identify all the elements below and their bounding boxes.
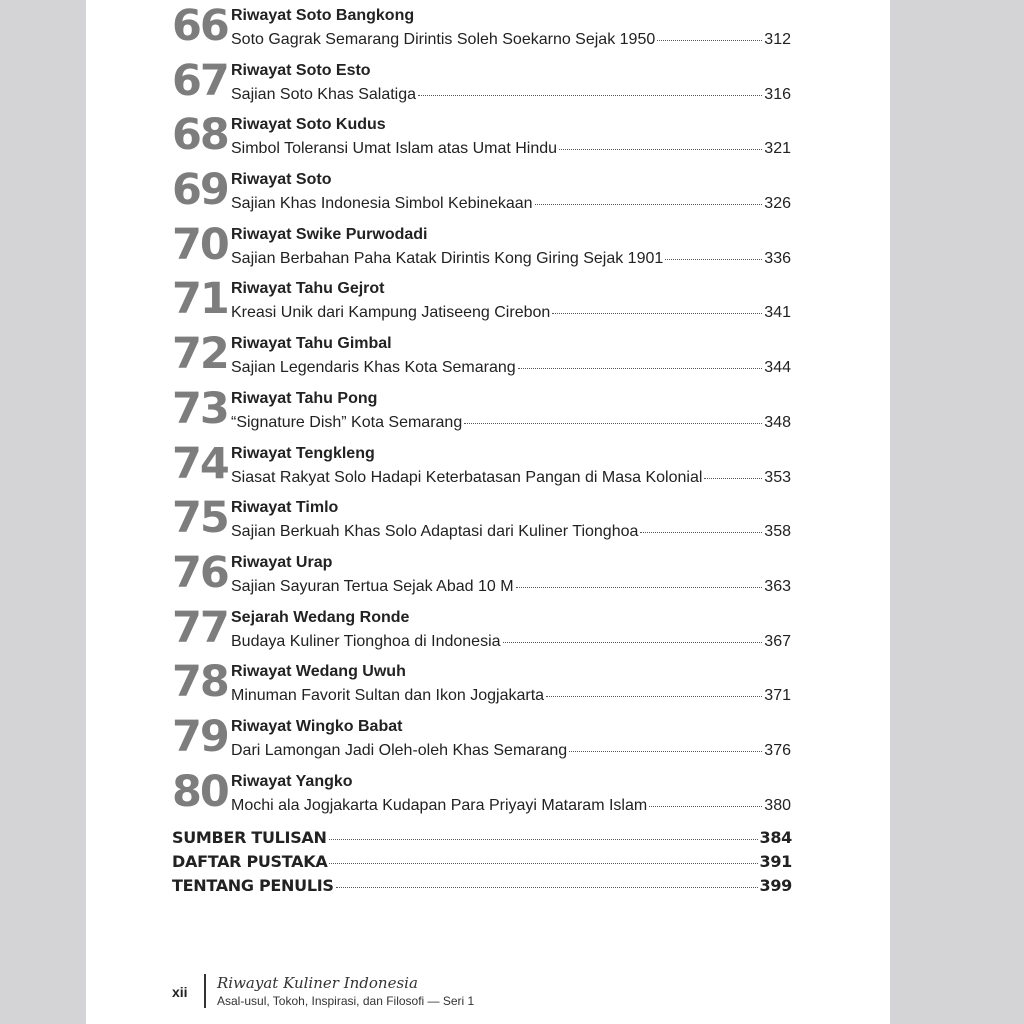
toc-entry[interactable]	[172, 656, 792, 711]
back-matter-title: DAFTAR PUSTAKA	[172, 852, 328, 871]
toc-entry[interactable]	[172, 547, 792, 602]
chapter-subtitle-row	[231, 522, 791, 542]
chapter-number: 72	[172, 329, 228, 380]
chapter-number: 75	[172, 493, 228, 544]
chapter-subtitle-row	[231, 194, 791, 214]
dot-leader	[569, 750, 762, 752]
chapter-subtitle: Sajian Sayuran Tertua Sejak Abad 10 M	[231, 577, 514, 595]
chapter-number: 69	[172, 165, 228, 216]
chapter-page-number: 363	[764, 577, 791, 595]
toc-entry[interactable]	[172, 219, 792, 274]
chapter-subtitle-row	[231, 30, 791, 50]
chapter-page-number: 344	[764, 359, 791, 377]
chapter-title: Riwayat Urap	[231, 553, 333, 571]
toc-entry[interactable]	[172, 164, 792, 219]
chapter-title: Riwayat Tahu Pong	[231, 389, 378, 407]
chapter-number: 71	[172, 274, 228, 325]
toc-entry[interactable]	[172, 273, 792, 328]
chapter-subtitle-row	[231, 686, 791, 706]
back-matter-page: 391	[759, 852, 792, 871]
chapter-page-number: 348	[764, 413, 791, 431]
chapter-title: Sejarah Wedang Ronde	[231, 608, 410, 626]
chapter-subtitle: Sajian Khas Indonesia Simbol Kebinekaan	[231, 195, 533, 213]
chapter-number: 70	[172, 219, 228, 270]
chapter-subtitle-row	[231, 796, 791, 816]
dot-leader	[657, 39, 762, 41]
dot-leader	[704, 477, 762, 479]
chapter-subtitle-row	[231, 358, 791, 378]
dot-leader	[518, 367, 763, 369]
dot-leader	[640, 531, 762, 533]
chapter-title: Riwayat Yangko	[231, 772, 353, 790]
page-number: xii	[172, 984, 188, 1000]
chapter-number: 74	[172, 438, 228, 489]
chapter-title: Riwayat Soto Esto	[231, 61, 371, 79]
chapter-number: 68	[172, 110, 228, 161]
chapter-subtitle: Siasat Rakyat Solo Hadapi Keterbatasan Pangan di Masa Kolonial	[231, 468, 703, 486]
dot-leader	[552, 312, 762, 314]
chapter-title: Riwayat Soto	[231, 171, 332, 189]
chapter-page-number: 367	[764, 632, 791, 650]
book-title: Riwayat Kuliner Indonesia	[217, 974, 418, 992]
chapter-page-number: 358	[764, 523, 791, 541]
chapter-subtitle: Sajian Berbahan Paha Katak Dirintis Kong Giring Sejak 1901	[231, 249, 664, 267]
chapter-subtitle: Simbol Toleransi Umat Islam atas Umat Hindu	[231, 140, 558, 158]
chapter-subtitle-row	[231, 303, 791, 323]
back-matter-entry[interactable]	[172, 876, 792, 895]
chapter-number: 77	[172, 602, 228, 653]
dot-leader	[516, 586, 763, 588]
book-subtitle: Asal-usul, Tokoh, Inspirasi, dan Filosofi — Seri 1	[217, 994, 475, 1008]
back-matter-title: SUMBER TULISAN	[172, 828, 327, 847]
chapter-page-number: 376	[764, 741, 791, 759]
dot-leader	[535, 203, 763, 205]
chapter-subtitle: Sajian Soto Khas Salatiga	[231, 85, 417, 103]
chapter-subtitle-row	[231, 139, 791, 159]
footer-divider	[204, 974, 206, 1008]
toc-entry[interactable]	[172, 438, 792, 493]
chapter-title: Riwayat Tengkleng	[231, 444, 375, 462]
chapter-subtitle: Mochi ala Jogjakarta Kudapan Para Priyayi Mataram Islam	[231, 796, 648, 814]
chapter-number: 79	[172, 711, 228, 762]
chapter-number: 67	[172, 55, 228, 106]
chapter-page-number: 353	[764, 468, 791, 486]
chapter-title: Riwayat Tahu Gejrot	[231, 280, 385, 298]
chapter-page-number: 312	[764, 31, 791, 48]
chapter-number: 76	[172, 547, 228, 598]
chapter-page-number: 336	[764, 249, 791, 267]
back-matter-page: 384	[759, 828, 792, 847]
chapter-subtitle: Soto Gagrak Semarang Dirintis Soleh Soekarno Sejak 1950	[231, 31, 656, 48]
chapter-number: 73	[172, 383, 228, 434]
dot-leader	[649, 805, 762, 807]
toc-entry[interactable]	[172, 55, 792, 110]
chapter-page-number: 321	[764, 140, 791, 158]
toc-entry[interactable]	[172, 711, 792, 766]
chapter-subtitle-row	[231, 741, 791, 761]
chapter-subtitle-row	[231, 632, 791, 652]
chapter-subtitle: Sajian Legendaris Khas Kota Semarang	[231, 359, 516, 377]
chapter-title: Riwayat Tahu Gimbal	[231, 335, 392, 353]
chapter-page-number: 341	[764, 304, 791, 322]
chapter-number: 66	[172, 1, 228, 51]
toc-entry[interactable]	[172, 602, 792, 657]
toc-entry[interactable]	[172, 0, 792, 55]
back-matter-page: 399	[759, 876, 792, 895]
dot-leader	[559, 148, 762, 150]
dot-leader	[503, 641, 763, 643]
chapter-subtitle: Budaya Kuliner Tionghoa di Indonesia	[231, 632, 501, 650]
chapter-title: Riwayat Wedang Uwuh	[231, 663, 406, 681]
chapter-title: Riwayat Swike Purwodadi	[231, 225, 428, 243]
chapter-page-number: 380	[764, 796, 791, 814]
dot-leader	[336, 886, 758, 888]
dot-leader	[329, 862, 757, 864]
chapter-page-number: 371	[764, 687, 791, 705]
chapter-subtitle-row	[231, 413, 791, 433]
chapter-title: Riwayat Timlo	[231, 499, 339, 517]
chapter-subtitle-row	[231, 85, 791, 105]
toc-entry[interactable]	[172, 766, 792, 821]
back-matter-title: TENTANG PENULIS	[172, 876, 334, 895]
dot-leader	[464, 422, 762, 424]
chapter-subtitle-row	[231, 577, 791, 597]
chapter-title: Riwayat Soto Bangkong	[231, 7, 415, 24]
table-of-contents	[172, 0, 792, 820]
chapter-subtitle: Minuman Favorit Sultan dan Ikon Jogjakarta	[231, 687, 545, 705]
chapter-title: Riwayat Wingko Babat	[231, 717, 403, 735]
chapter-subtitle-row	[231, 249, 791, 269]
chapter-subtitle: “Signature Dish” Kota Semarang	[231, 413, 463, 431]
chapter-number: 78	[172, 657, 228, 708]
chapter-title: Riwayat Soto Kudus	[231, 116, 386, 134]
toc-entry[interactable]	[172, 328, 792, 383]
chapter-subtitle: Sajian Berkuah Khas Solo Adaptasi dari Kuliner Tionghoa	[231, 523, 639, 541]
dot-leader	[329, 838, 758, 840]
toc-entry[interactable]	[172, 109, 792, 164]
dot-leader	[418, 94, 762, 96]
dot-leader	[546, 695, 762, 697]
chapter-subtitle: Dari Lamongan Jadi Oleh-oleh Khas Semarang	[231, 741, 568, 759]
back-matter-entry[interactable]	[172, 852, 792, 871]
chapter-subtitle: Kreasi Unik dari Kampung Jatiseeng Cirebon	[231, 304, 551, 322]
back-matter-entry[interactable]	[172, 828, 792, 847]
chapter-page-number: 316	[764, 85, 791, 103]
chapter-subtitle-row	[231, 468, 791, 488]
toc-entry[interactable]	[172, 383, 792, 438]
chapter-number: 80	[172, 766, 228, 817]
toc-entry[interactable]	[172, 492, 792, 547]
dot-leader	[665, 258, 762, 260]
chapter-page-number: 326	[764, 195, 791, 213]
book-page	[86, 0, 890, 1024]
